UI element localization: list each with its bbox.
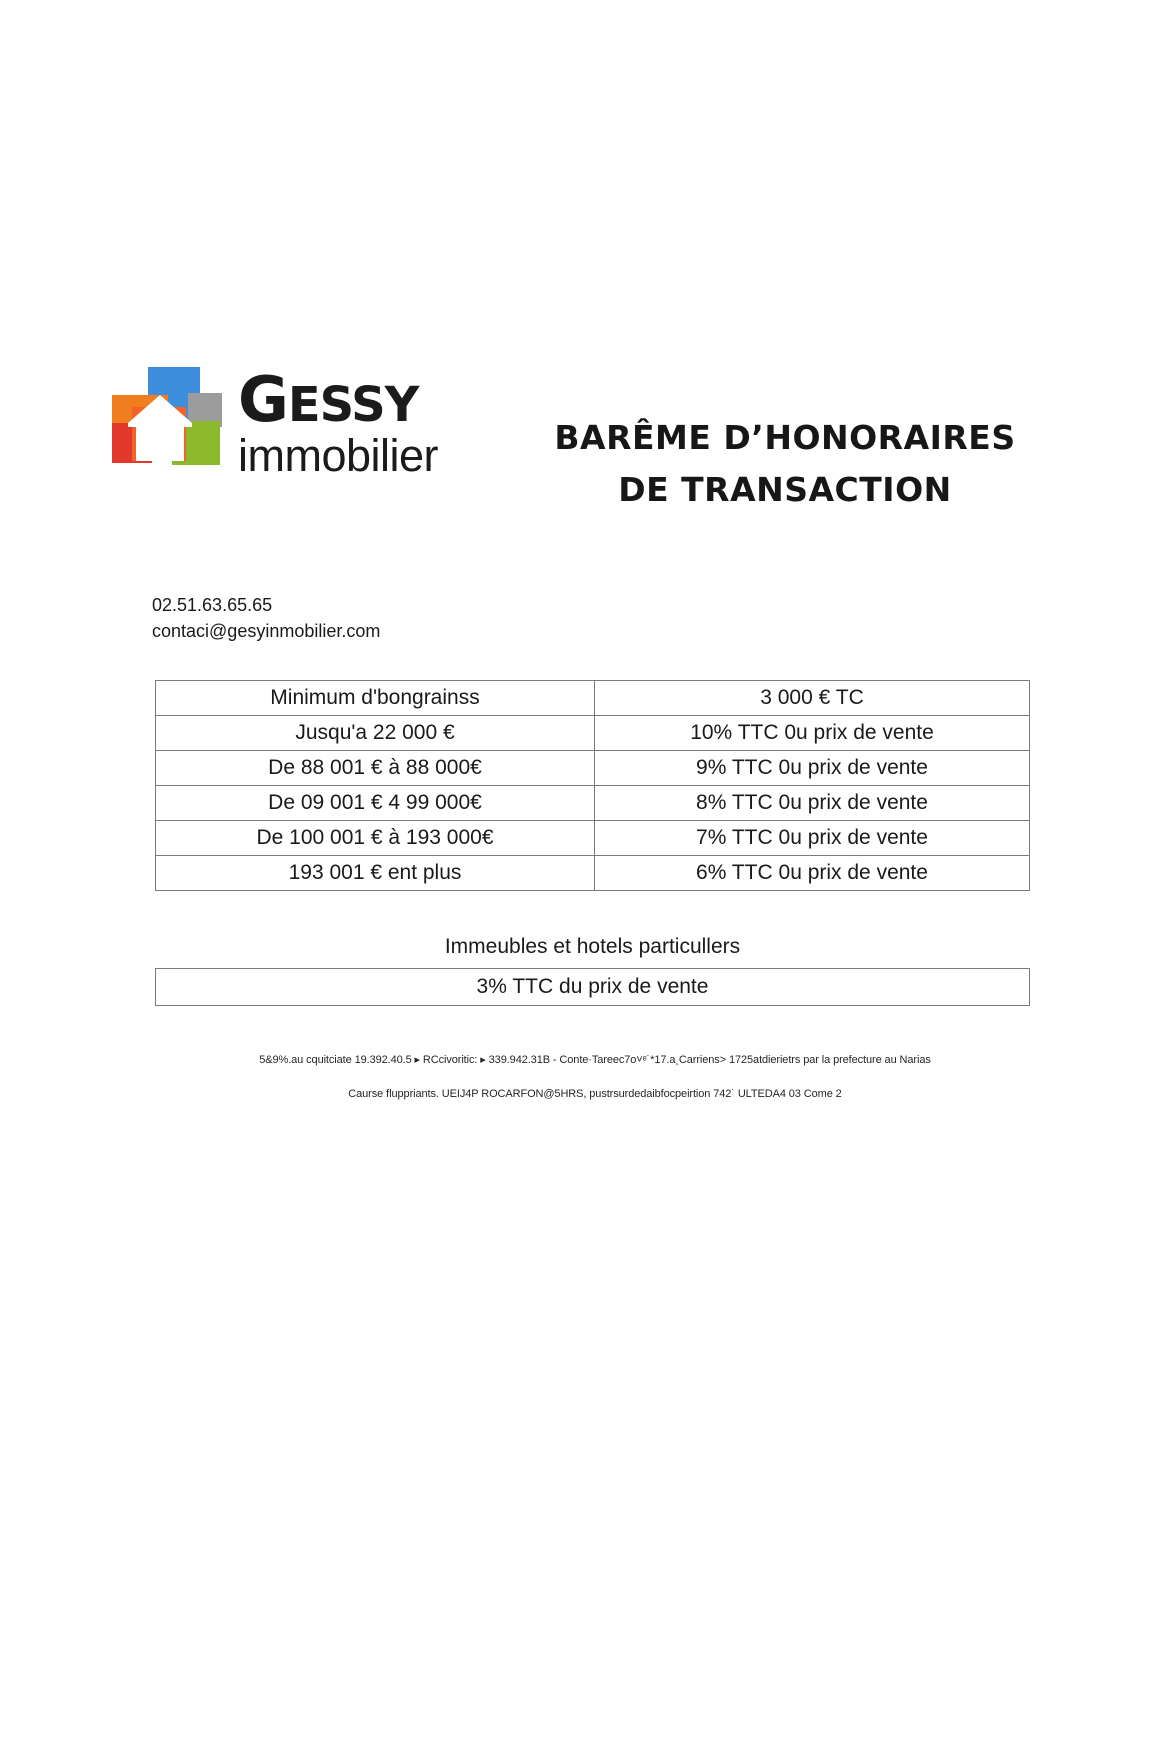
brand-initial: G [238, 363, 288, 436]
secondary-heading: Immeubles et hotels particullers [444, 935, 741, 958]
fee-range: De 09 001 € 4 99 000€ [156, 786, 595, 821]
fee-range: De 100 001 € à 193 000€ [156, 821, 595, 856]
house-logo-icon [110, 365, 230, 477]
fee-table [155, 680, 1030, 891]
contact-phone: 02.51.63.65.65 [152, 595, 273, 615]
secondary-table [155, 968, 1030, 1006]
fee-range: 193 001 € ent plus [156, 856, 595, 891]
legal-line-1: 5&9%.au cquitciate 19.392.40.5 ▸ RCcivoritic: ▸ 339.942.31B - Conte·Tareec7o˅ᵉ˙*17.a˲Carriens˃ 1725atdierietrs par la prefecture au Narias [259, 1054, 931, 1066]
table-row [156, 716, 1030, 751]
fee-range: Jusqu'a 22 000 € [156, 716, 595, 751]
document-title [500, 412, 1070, 516]
contact-email: contaci@gesyinmobilier.com [152, 621, 381, 641]
document-title-line-1: BARÊME D’HONORAIRES [554, 418, 1016, 457]
document-header [110, 360, 1070, 520]
brand-subtitle: immobilier [238, 430, 439, 481]
brand-logo [110, 360, 510, 500]
brand-name-rest: ESSY [287, 377, 419, 433]
fee-value: 3 000 € TC [595, 681, 1030, 716]
document-title-line-2: DE TRANSACTION [618, 470, 952, 509]
fee-value: 9% TTC 0u prix de vente [595, 751, 1030, 786]
fee-value: 6% TTC 0u prix de vente [595, 856, 1030, 891]
fee-range: De 88 001 € à 88 000€ [156, 751, 595, 786]
table-row [156, 969, 1030, 1006]
fee-range: Minimum d'bongrainss [156, 681, 595, 716]
fee-value: 8% TTC 0u prix de vente [595, 786, 1030, 821]
table-row [156, 786, 1030, 821]
table-row [156, 821, 1030, 856]
fee-value: 7% TTC 0u prix de vente [595, 821, 1030, 856]
secondary-fee-value: 3% TTC du prix de vente [156, 969, 1030, 1006]
table-row [156, 856, 1030, 891]
legal-line-2: Caurse ﬂuppriants. UEIJ4P ROCARFON@5HRS, pustrsurdedaibfocpeirtion 742˙ ULTEDA4 03 Come 2 [348, 1088, 842, 1100]
table-row [156, 681, 1030, 716]
contact-block [152, 592, 380, 644]
brand-wordmark [238, 363, 508, 481]
fee-value: 10% TTC 0u prix de vente [595, 716, 1030, 751]
table-row [156, 751, 1030, 786]
